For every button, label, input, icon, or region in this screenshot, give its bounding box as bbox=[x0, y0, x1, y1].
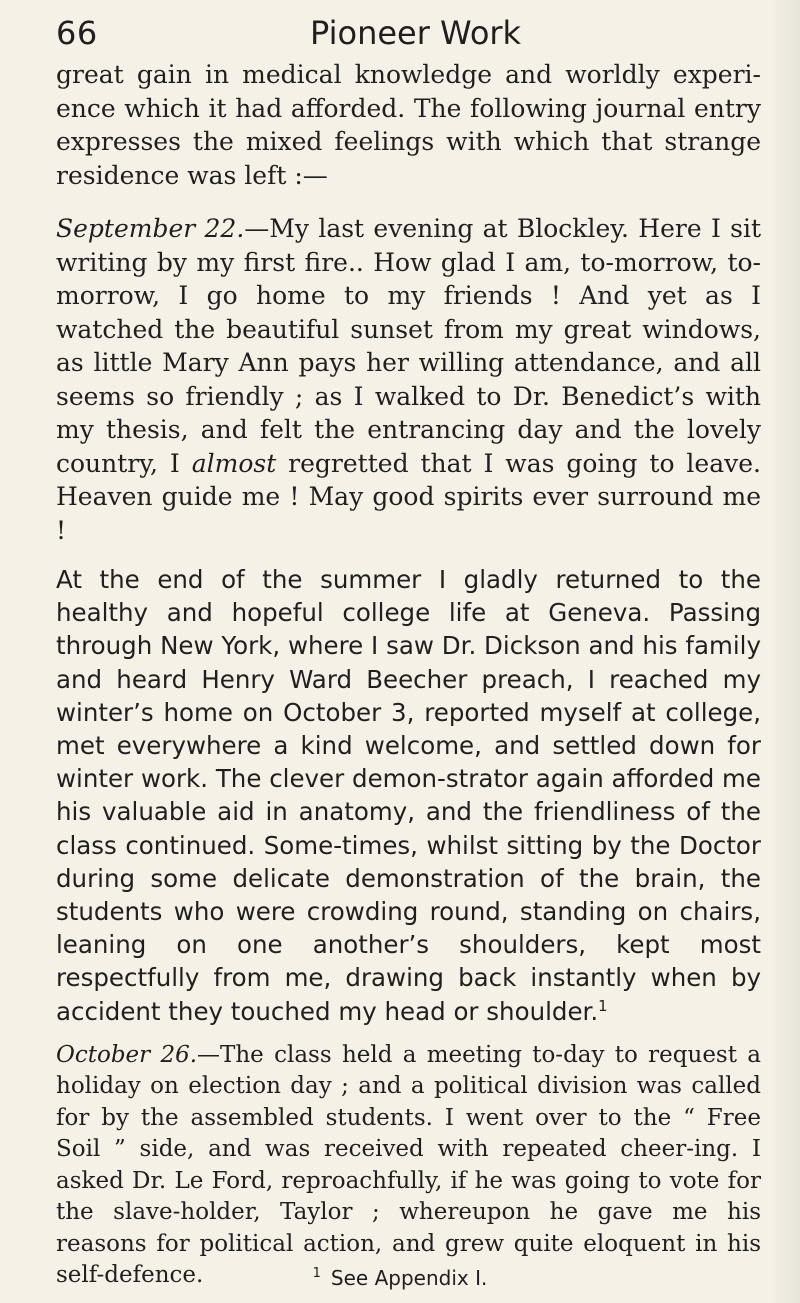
page-header bbox=[56, 14, 756, 54]
journal-date-october: October 26. bbox=[56, 1041, 198, 1068]
footnote bbox=[0, 1266, 800, 1290]
paragraph-journal-september bbox=[56, 212, 761, 547]
journal-text-september-a: —My last evening at Blockley. Here I sit writing by my first fire.. How glad I am, to-morrow, to-morrow, I go home to my friends ! And yet as I watched the beautiful sunset from my great windows, as little Mary Ann pays her willing attendance, and all seems so friendly ; as I walked to Dr. Benedict’s with my thesis, and felt the entrancing day and the lovely country, I bbox=[56, 214, 761, 478]
paragraph-journal-october bbox=[56, 1040, 761, 1292]
body-text bbox=[56, 58, 761, 1292]
footnote-reference: 1 bbox=[598, 997, 608, 1015]
emphasis-almost: almost bbox=[191, 448, 277, 478]
paragraph-return-to-geneva bbox=[56, 563, 761, 1028]
page-edge-shadow bbox=[770, 0, 800, 1303]
journal-text-september-b: regretted that I was going to leave. Heaven guide me ! May good spirits ever surround me ! bbox=[56, 448, 761, 545]
paragraph-return-text: At the end of the summer I gladly returned to the healthy and hopeful college life at Geneva. Passing through New York, where I saw Dr. Dickson and his family and heard Henry Ward Beecher preach, I reached my winter’s home on October 3, reported myself at college, met everywhere a kind welcome, and settled down for winter work. The clever demon-strator again afforded me his valuable aid in anatomy, and the friendliness of the class continued. Some-times, whilst sitting by the Doctor during some delicate demonstration of the brain, the students who were crowding round, standing on chairs, leaning on one another’s shoulders, kept most respectfully from me, drawing back instantly when by accident they touched my head or shoulder. bbox=[56, 565, 761, 1026]
footnote-mark: 1 bbox=[312, 1266, 321, 1282]
paragraph-continuation: great gain in medical knowledge and worldly experi-ence which it had afforded. The following journal entry expresses the mixed feelings with which that strange residence was left :— bbox=[56, 60, 761, 190]
page-number: 66 bbox=[56, 14, 98, 52]
running-title: Pioneer Work bbox=[310, 14, 522, 52]
footnote-text: See Appendix I. bbox=[330, 1266, 488, 1290]
journal-text-october: —The class held a meeting to-day to request a holiday on election day ; and a political division was called for by the assembled students. I went over to the “ Free Soil ” side, and was received with repeated cheer-ing. I asked Dr. Le Ford, reproachfully, if he was going to vote for the slave-holder, Taylor ; whereupon he gave me his reasons for political action, and grew quite eloquent in his self-defence. bbox=[56, 1041, 761, 1289]
journal-date-september: September 22. bbox=[56, 214, 245, 243]
